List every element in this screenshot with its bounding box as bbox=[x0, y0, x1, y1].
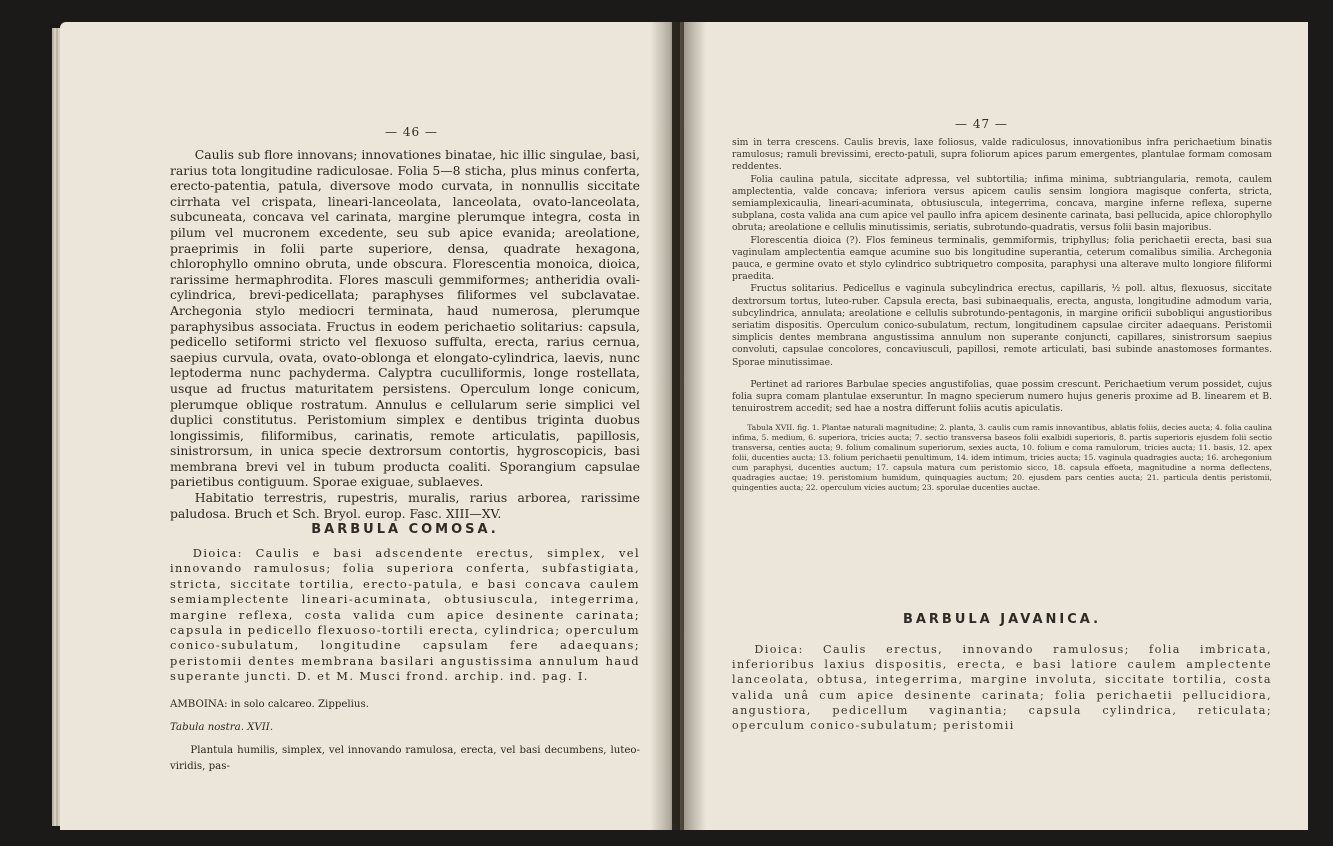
right-heading: BARBULA JAVANICA. bbox=[902, 612, 1102, 627]
left-heading: BARBULA COMOSA. bbox=[311, 522, 499, 537]
right-plate-explanation: Tabula XVII. fig. 1. Plantae naturali magnitudine; 2. planta, 3. caulis cum ramis innovantibus, ablatis foliis, decies aucta; 4. folia caulina infima, 5. medium, 6. superiora, tricies aucta; 7. sectio transversa baseos folii exalbidi superioris, 8. partis superioris ejusdem folii sectio transversa, centies aucta; 9. folium comalinum superiorum, sexies aucta, 10. folium e coma ramulorum, tricies aucta; 11. basis, 12. apex folii, ducenties aucta; 13. folium perichaetii penultimum, 14. idem intimum, tricies aucta; 15. vaginula quadragies aucta; 16. archegonium cum paraphysi, ducenties auctum; 17. capsula matura cum peristomio sicco, 18. capsula effoeta, magnitudine a norma deflectens, quadragies auctae; 19. peristomium humidum, quinquagies auctum; 20. ejusdem pars centies aucta; 21. particula dentis peristomii, quingenties aucta; 22. operculum vicies auctum; 23. sporulae ducenties auctae. bbox=[732, 423, 1272, 493]
right-body bbox=[732, 137, 1272, 493]
left-paragraph-1: Caulis sub flore innovans; innovationes binatae, hic illic singulae, basi, rarius tota longitudine radiculosae. Folia 5—8 sticha, plus minus conferta, erecto-patentia, patula, diversove modo curvata, in nonnullis siccitate cirrhata vel crispata, lineari-lanceolata, lanceolata, ovato-lanceolata, subcuneata, concava vel carinata, margine plerumque integra, costa in pilum vel mucronem excedente, seu sub apice evanida; areolatione, praeprimis in folii parte superiore, densa, quadrate hexagona, chlorophyllo omnino obruta, unde obscura. Florescentia monoica, dioica, rarissime hermaphrodita. Flores masculi gemmiformes; antheridia ovali-cylindrica, brevi-pedicellata; paraphyses filiformes vel subclavatae. Archegonia stylo mediocri terminata, haud numerosa, plerumque paraphysibus associata. Fructus in eodem perichaetio solitarius: capsula, pedicello setiformi stricto vel flexuoso suffulta, erecta, rarius cernua, saepius curvula, ovata, ovato-oblonga et elongato-cylindrica, laevis, nunc leptoderma nunc pachyderma. Calyptra cuculliformis, longe rostellata, usque ad fructus maturitatem persistens. Operculum longe conicum, plerumque oblique rostratum. Annulus e cellularum serie simplici vel duplici constitutus. Peristomium simplex e dentibus triginta duobus longissimis, filiformibus, carinatis, remote articulatis, papillosis, sinistrorsum, in unica specie dextrorsum contortis, hygroscopicis, basi membrana brevi vel in tubum producta coaliti. Sporangium capsulae parietibus contiguum. Sporae exiguae, sublaeves. bbox=[170, 147, 640, 490]
right-diagnosis-block bbox=[732, 642, 1272, 733]
right-paragraph-5: Pertinet ad rariores Barbulae species angustifolias, quae possim crescunt. Perichaetium verum possidet, cujus folia supra comam plantulae exseruntur. In magno specierum numero hujus generis proxime ad B. linearem et B. tenuirostrem accedit; sed hae a nostra differunt foliis acutis apiculatis. bbox=[732, 378, 1272, 415]
right-diagnosis: Dioica: Caulis erectus, innovando ramulosus; folia imbricata, inferioribus laxius dispositis, erecta, e basi latiore caulem amplectente lanceolata, obtusa, integerrima, margine involuta, siccitate tortilia, costa valida unâ cum apice desinente carinata; folia perichaetii pellucidiora, angustiora, pedicellum vaginantia; capsula cylindrica, reticulata; operculum conico-subulatum; peristomii bbox=[732, 643, 1272, 733]
gutter-shadow-right bbox=[680, 22, 706, 830]
gutter-shadow bbox=[650, 22, 684, 830]
left-diagnosis-block bbox=[170, 546, 640, 774]
left-tabula: Tabula nostra. XVII. bbox=[170, 722, 274, 734]
right-page bbox=[680, 22, 1308, 830]
right-page-number: — 47 — bbox=[955, 117, 1008, 131]
left-habitatio: Habitatio terrestris, rupestris, muralis, rarius arborea, rarissime paludosa. Bruch et Sch. Bryol. europ. Fasc. XIII—XV. bbox=[170, 490, 640, 521]
left-diagnosis: Dioica: Caulis e basi adscendente erectus, simplex, vel innovando ramulosus; folia superiora conferta, subfastigiata, stricta, siccitate tortilia, erecto-patula, e basi concava caulem semiamplectente lineari-acuminata, obtusiuscula, integerrima, margine reflexa, costa valida cum apice desinente carinata; capsula in pedicello flexuoso-tortili erecta, cylindrica; operculum conico-subulatum, longitudine capsulam fere adaequans; peristomii dentes membrana basilari angustissima annulum haud superante juncti. D. et M. Musci frond. archip. ind. pag. I. bbox=[170, 546, 640, 684]
right-paragraph-3: Florescentia dioica (?). Flos femineus terminalis, gemmiformis, triphyllus; folia perichaetii erecta, basi sua vaginulam amplectentia eamque acumine suo bis longitudine superantia, ceterum comalibus similia. Archegonia pauca, e germine ovato et stylo cylindrico subtriquetro composita, paraphysi una alterave multo longiore filiformi praedita. bbox=[732, 234, 1272, 283]
left-locality: AMBOINA: in solo calcareo. Zippelius. bbox=[170, 698, 369, 710]
left-last-line: Plantula humilis, simplex, vel innovando ramulosa, erecta, vel basi decumbens, luteo-viridis, pas- bbox=[170, 745, 640, 772]
right-paragraph-1: sim in terra crescens. Caulis brevis, laxe foliosus, valde radiculosus, innovationibus infra perichaetium binatis ramulosus; ramuli brevissimi, erecto-patuli, supra foliorum apices parum emergentes, plantulae formam comosam reddentes. bbox=[732, 137, 1272, 173]
right-paragraph-4: Fructus solitarius. Pedicellus e vaginula subcylindrica erectus, capillaris, ½ poll. altus, flexuosus, siccitate dextrorsum tortus, luteo-ruber. Capsula erecta, basi subinaequalis, erecta, angusta, longitudine admodum varia, subcylindrica, annulata; areolatione e cellulis subrotundo-pentagonis, in margine orificii subobliqui angustioribus seriatim dispositis. Operculum conico-subulatum, rectum, longitudinem capsulae circiter adaequans. Peristomii simplicis dentes membrana angustissima annulum non superante conjuncti, capillares, sinistrorsum saepius convoluti, capsulae concolores, concaviusculi, papillosi, remote articulati, basi subinde anastomoses formantes. Sporae minutissimae. bbox=[732, 283, 1272, 368]
left-page bbox=[60, 22, 672, 830]
right-paragraph-2: Folia caulina patula, siccitate adpressa, vel subtortilia; infima minima, subtriangularia, remota, caulem amplectentia, valde concava; inferiora versus apicem caulis sensim longiora magisque conferta, stricta, semiamplexicaulia, lineari-acuminata, obtusiuscula, integerrima, concava, margine inferne reflexa, superne subplana, costa valida ana cum apice vel paullo infra apicem desinente carinata, basi pellucida, apice chlorophyllo obruta; areolatione e cellulis minutissimis, seriatis, subrotundo-quadratis, versus folii basin majoribus. bbox=[732, 173, 1272, 234]
left-body bbox=[170, 147, 640, 521]
left-page-number: — 46 — bbox=[385, 125, 438, 139]
